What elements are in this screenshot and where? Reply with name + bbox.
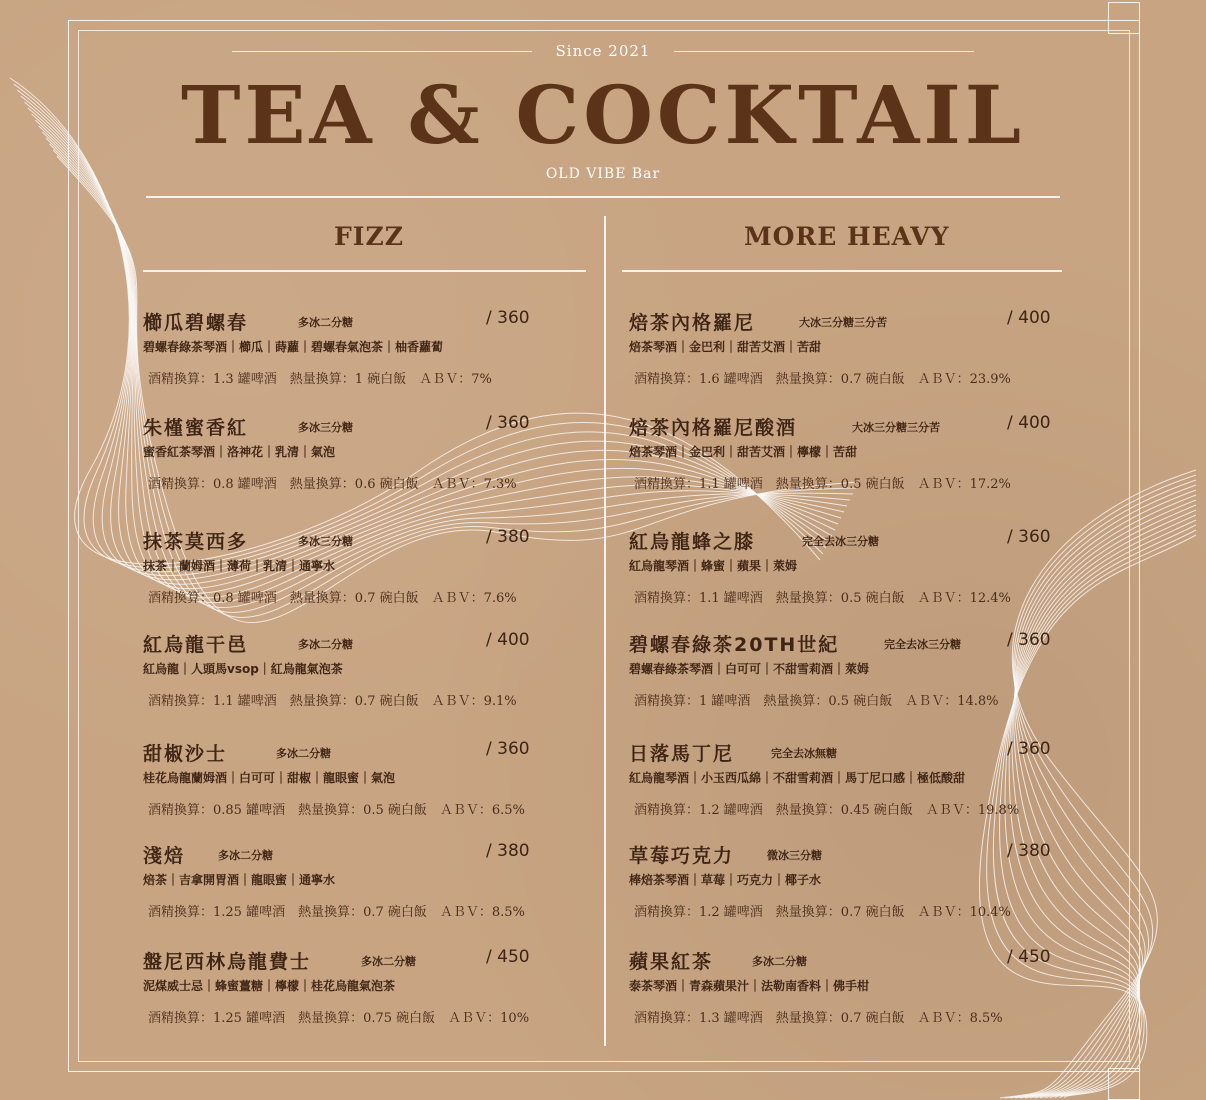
item-price: / 360 xyxy=(486,739,530,759)
item-price: / 380 xyxy=(486,841,530,861)
item-price: / 360 xyxy=(486,308,530,328)
item-ice-sugar: 多冰二分糖 xyxy=(298,638,353,651)
item-ingredients: 泰茶琴酒｜青森蘋果汁｜法勒南香料｜佛手柑 xyxy=(629,979,870,993)
item-nutrition-info: 酒精換算：1.25 罐啤酒 熱量換算：0.7 碗白飯 ＡＢＶ：8.5% xyxy=(148,905,525,920)
item-ice-sugar: 完全去冰無糖 xyxy=(771,747,837,760)
item-name: 蘋果紅茶 xyxy=(629,951,714,973)
menu-title: TEA & COCKTAIL xyxy=(181,68,1025,162)
item-price: / 400 xyxy=(1007,413,1051,433)
menu-item xyxy=(629,630,1079,720)
menu-item xyxy=(143,630,593,720)
frame-corner-ornament xyxy=(1108,1068,1140,1100)
item-nutrition-info: 酒精換算：1.1 罐啤酒 熱量換算：0.7 碗白飯 ＡＢＶ：9.1% xyxy=(148,694,517,709)
item-ingredients: 桂花烏龍蘭姆酒｜白可可｜甜椒｜龍眼蜜｜氣泡 xyxy=(143,771,396,785)
item-price: / 360 xyxy=(1007,527,1051,547)
menu-item xyxy=(629,947,1079,1037)
frame-corner-ornament xyxy=(1108,2,1140,34)
section-title-more-heavy: MORE HEAVY xyxy=(744,222,950,251)
item-nutrition-info: 酒精換算：1.3 罐啤酒 熱量換算：1 碗白飯 ＡＢＶ：7% xyxy=(148,372,492,387)
item-name: 日落馬丁尼 xyxy=(629,743,735,765)
item-price: / 360 xyxy=(1007,630,1051,650)
item-ice-sugar: 完全去冰三分糖 xyxy=(884,638,961,651)
item-ice-sugar: 多冰三分糖 xyxy=(298,421,353,434)
header-rule xyxy=(146,196,1060,198)
since-label: Since 2021 xyxy=(555,42,651,60)
item-name: 淺焙 xyxy=(143,845,186,867)
item-ice-sugar: 大冰三分糖三分苦 xyxy=(799,316,887,329)
menu-item xyxy=(143,308,593,398)
menu-item xyxy=(143,947,593,1037)
item-ice-sugar: 多冰二分糖 xyxy=(361,955,416,968)
item-nutrition-info: 酒精換算：0.8 罐啤酒 熱量換算：0.6 碗白飯 ＡＢＶ：7.3% xyxy=(148,477,517,492)
item-nutrition-info: 酒精換算：1.25 罐啤酒 熱量換算：0.75 碗白飯 ＡＢＶ：10% xyxy=(148,1011,530,1026)
item-ingredients: 碧螺春綠茶琴酒｜白可可｜不甜雪莉酒｜萊姆 xyxy=(629,662,870,676)
item-nutrition-info: 酒精換算：1.3 罐啤酒 熱量換算：0.7 碗白飯 ＡＢＶ：8.5% xyxy=(634,1011,1003,1026)
item-ingredients: 泥煤威士忌｜蜂蜜薑糖｜檸檬｜桂花烏龍氣泡茶 xyxy=(143,979,396,993)
item-nutrition-info: 酒精換算：1.1 罐啤酒 熱量換算：0.5 碗白飯 ＡＢＶ：12.4% xyxy=(634,591,1011,606)
item-name: 盤尼西林烏龍費士 xyxy=(143,951,312,973)
section-rule-fizz xyxy=(143,270,586,272)
item-price: / 400 xyxy=(1007,308,1051,328)
menu-item xyxy=(629,739,1079,829)
item-name: 焙茶內格羅尼酸酒 xyxy=(629,417,798,439)
item-ingredients: 焙茶琴酒｜金巴利｜甜苦艾酒｜檸檬｜苦甜 xyxy=(629,445,858,459)
menu-item xyxy=(143,527,593,617)
item-name: 碧螺春綠茶20TH世紀 xyxy=(629,634,840,656)
item-name: 朱槿蜜香紅 xyxy=(143,417,249,439)
item-ice-sugar: 多冰二分糖 xyxy=(752,955,807,968)
item-ingredients: 焙茶琴酒｜金巴利｜甜苦艾酒｜苦甜 xyxy=(629,340,822,354)
menu-item xyxy=(629,413,1079,503)
item-nutrition-info: 酒精換算：1.6 罐啤酒 熱量換算：0.7 碗白飯 ＡＢＶ：23.9% xyxy=(634,372,1011,387)
menu-item xyxy=(143,841,593,931)
menu-item xyxy=(143,413,593,503)
item-price: / 380 xyxy=(486,527,530,547)
item-ingredients: 焙茶｜吉拿開胃酒｜龍眼蜜｜通寧水 xyxy=(143,873,336,887)
item-ice-sugar: 完全去冰三分糖 xyxy=(802,535,879,548)
menu-item xyxy=(143,739,593,829)
item-ice-sugar: 大冰三分糖三分苦 xyxy=(852,421,940,434)
menu-item xyxy=(629,308,1079,398)
item-ice-sugar: 多冰二分糖 xyxy=(276,747,331,760)
section-rule-more-heavy xyxy=(622,270,1062,272)
item-name: 櫛瓜碧螺春 xyxy=(143,312,249,334)
item-name: 草莓巧克力 xyxy=(629,845,735,867)
item-nutrition-info: 酒精換算：1 罐啤酒 熱量換算：0.5 碗白飯 ＡＢＶ：14.8% xyxy=(634,694,999,709)
column-divider xyxy=(604,216,606,1046)
item-ingredients: 棒焙茶琴酒｜草莓｜巧克力｜椰子水 xyxy=(629,873,822,887)
item-ingredients: 紅烏龍｜人頭馬vsop｜紅烏龍氣泡茶 xyxy=(143,662,343,676)
item-name: 抹茶莫西多 xyxy=(143,531,249,553)
menu-item xyxy=(629,841,1079,931)
menu-subtitle: OLD VIBE Bar xyxy=(545,166,661,182)
item-price: / 450 xyxy=(486,947,530,967)
item-nutrition-info: 酒精換算：1.2 罐啤酒 熱量換算：0.7 碗白飯 ＡＢＶ：10.4% xyxy=(634,905,1011,920)
item-name: 紅烏龍蜂之膝 xyxy=(629,531,756,553)
item-price: / 400 xyxy=(486,630,530,650)
item-price: / 380 xyxy=(1007,841,1051,861)
item-ingredients: 紅烏龍琴酒｜小玉西瓜綿｜不甜雪莉酒｜馬丁尼口感｜極低酸甜 xyxy=(629,771,966,785)
item-price: / 450 xyxy=(1007,947,1051,967)
item-ingredients: 紅烏龍琴酒｜蜂蜜｜蘋果｜萊姆 xyxy=(629,559,798,573)
item-ice-sugar: 微冰三分糖 xyxy=(767,849,822,862)
item-name: 甜椒沙士 xyxy=(143,743,228,765)
item-price: / 360 xyxy=(486,413,530,433)
item-ice-sugar: 多冰三分糖 xyxy=(298,535,353,548)
menu-item xyxy=(629,527,1079,617)
item-name: 紅烏龍干邑 xyxy=(143,634,249,656)
item-nutrition-info: 酒精換算：0.85 罐啤酒 熱量換算：0.5 碗白飯 ＡＢＶ：6.5% xyxy=(148,803,525,818)
item-ingredients: 碧螺春綠茶琴酒｜櫛瓜｜蒔蘿｜碧螺春氣泡茶｜柚香蘿蔔 xyxy=(143,340,444,354)
item-name: 焙茶內格羅尼 xyxy=(629,312,756,334)
item-nutrition-info: 酒精換算：0.8 罐啤酒 熱量換算：0.7 碗白飯 ＡＢＶ：7.6% xyxy=(148,591,517,606)
section-title-fizz: FIZZ xyxy=(334,222,404,251)
item-price: / 360 xyxy=(1007,739,1051,759)
item-ice-sugar: 多冰二分糖 xyxy=(298,316,353,329)
item-ice-sugar: 多冰二分糖 xyxy=(218,849,273,862)
item-ingredients: 抹茶｜蘭姆酒｜薄荷｜乳清｜通寧水 xyxy=(143,559,336,573)
item-nutrition-info: 酒精換算：1.1 罐啤酒 熱量換算：0.5 碗白飯 ＡＢＶ：17.2% xyxy=(634,477,1011,492)
item-nutrition-info: 酒精換算：1.2 罐啤酒 熱量換算：0.45 碗白飯 ＡＢＶ：19.8% xyxy=(634,803,1020,818)
item-ingredients: 蜜香紅茶琴酒｜洛神花｜乳清｜氣泡 xyxy=(143,445,336,459)
